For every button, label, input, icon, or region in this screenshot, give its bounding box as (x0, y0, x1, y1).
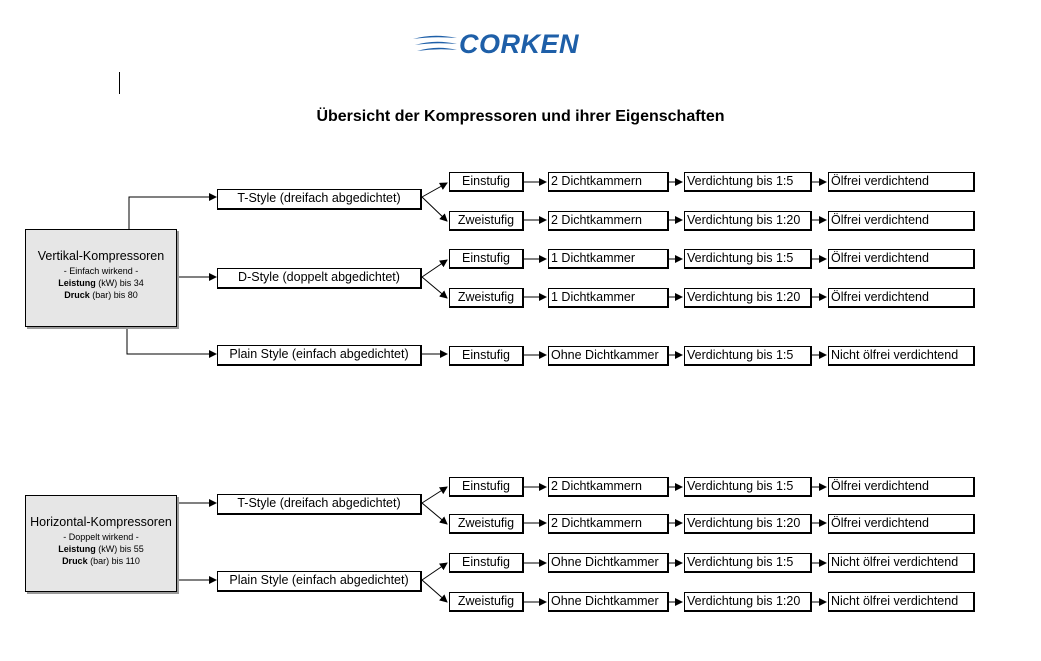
stage-box: Einstufig (449, 172, 524, 192)
compression-box: Verdichtung bis 1:20 (684, 211, 812, 231)
compression-box: Verdichtung bis 1:20 (684, 514, 812, 534)
compression-box: Verdichtung bis 1:5 (684, 249, 812, 269)
stage-box: Zweistufig (449, 592, 524, 612)
fork-v-d-up (422, 260, 447, 277)
horizontal-title: Horizontal-Kompressoren (30, 515, 172, 529)
stage-box: Einstufig (449, 477, 524, 497)
fork-v-t-down (422, 197, 447, 221)
chamber-box: Ohne Dichtkammer (548, 553, 669, 573)
vertical-pressure: Druck (bar) bis 80 (64, 290, 138, 300)
chamber-box: 2 Dichtkammern (548, 514, 669, 534)
fork-v-d-down (422, 277, 447, 298)
chamber-box: 2 Dichtkammern (548, 211, 669, 231)
vertical-compressor-box (25, 229, 177, 327)
oil-box: Nicht ölfrei verdichtend (828, 346, 975, 366)
compression-box: Verdichtung bis 1:5 (684, 172, 812, 192)
chamber-box: 2 Dichtkammern (548, 172, 669, 192)
stage-box: Einstufig (449, 346, 524, 366)
style-box: Plain Style (einfach abgedichtet) (217, 345, 422, 366)
connector-v-plain (127, 326, 216, 354)
chamber-box: Ohne Dichtkammer (548, 592, 669, 612)
horizontal-compressor-box (25, 495, 177, 592)
oil-box: Ölfrei verdichtend (828, 514, 975, 534)
chamber-box: 2 Dichtkammern (548, 477, 669, 497)
oil-box: Ölfrei verdichtend (828, 172, 975, 192)
compression-box: Verdichtung bis 1:20 (684, 288, 812, 308)
stage-box: Einstufig (449, 249, 524, 269)
compression-box: Verdichtung bis 1:5 (684, 477, 812, 497)
oil-box: Ölfrei verdichtend (828, 249, 975, 269)
stage-box: Zweistufig (449, 514, 524, 534)
horizontal-action: - Doppelt wirkend - (63, 532, 139, 542)
connector-v-tstyle (129, 197, 216, 229)
compression-box: Verdichtung bis 1:5 (684, 553, 812, 573)
oil-box: Ölfrei verdichtend (828, 288, 975, 308)
chamber-box: 1 Dichtkammer (548, 288, 669, 308)
vertical-power: Leistung (kW) bis 34 (58, 278, 144, 288)
style-box: T-Style (dreifach abgedichtet) (217, 189, 422, 210)
oil-box: Ölfrei verdichtend (828, 477, 975, 497)
style-box: D-Style (doppelt abgedichtet) (217, 268, 422, 289)
vertical-action: - Einfach wirkend - (63, 266, 139, 276)
compression-box: Verdichtung bis 1:5 (684, 346, 812, 366)
stage-box: Zweistufig (449, 288, 524, 308)
oil-box: Nicht ölfrei verdichtend (828, 553, 975, 573)
compression-box: Verdichtung bis 1:20 (684, 592, 812, 612)
style-box: T-Style (dreifach abgedichtet) (217, 494, 422, 515)
logo-text: CORKEN (459, 29, 580, 59)
oil-box: Ölfrei verdichtend (828, 211, 975, 231)
fork-v-t-up (422, 183, 447, 197)
page-title: Übersicht der Kompressoren und ihrer Eigenschaften (316, 108, 725, 125)
oil-box: Nicht ölfrei verdichtend (828, 592, 975, 612)
chamber-box: 1 Dichtkammer (548, 249, 669, 269)
horizontal-pressure: Druck (bar) bis 110 (62, 556, 140, 566)
chamber-box: Ohne Dichtkammer (548, 346, 669, 366)
stage-box: Zweistufig (449, 211, 524, 231)
stage-box: Einstufig (449, 553, 524, 573)
horizontal-power: Leistung (kW) bis 55 (58, 544, 144, 554)
vertical-title: Vertikal-Kompressoren (37, 249, 165, 263)
style-box: Plain Style (einfach abgedichtet) (217, 571, 422, 592)
